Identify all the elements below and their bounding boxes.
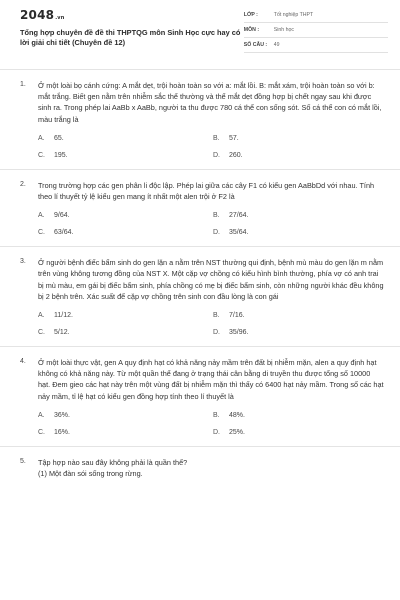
option-text: 35/64. xyxy=(229,229,249,237)
option-text: 9/64. xyxy=(54,212,70,220)
meta-value: 49 xyxy=(273,42,280,48)
option-letter: B. xyxy=(213,134,220,142)
option-letter: C. xyxy=(38,329,45,337)
question-text: Ở một loài thực vật, gen A quy định hạt có khả năng nảy mầm trên đất bị nhiễm mặn, alen a quy định hạt không có khả năng này. Từ một quần thể đang ở trạng thái cân bằng di truyền thu được tổng số 10000 hạt. Đem gieo các hạt này trên một vùng đất bị nhiễm mặn thì thấy có 6400 hạt nảy mầm. Trong số các hạt nảy mầm, tỉ lệ hạt có kiểu gen đồng hợp tính theo lí thuyết là xyxy=(38,358,384,401)
answer-option-d[interactable] xyxy=(213,329,388,336)
answer-options xyxy=(20,212,384,236)
option-text: 65. xyxy=(54,134,64,142)
answer-option-c[interactable] xyxy=(38,429,213,436)
meta-key: LỚP : xyxy=(243,12,258,18)
option-text: 260. xyxy=(229,151,243,159)
answer-option-b[interactable] xyxy=(213,135,388,142)
meta-key: MÔN : xyxy=(243,27,260,33)
option-letter: B. xyxy=(213,212,220,220)
question-number: 3. xyxy=(20,258,26,266)
question-number: 4. xyxy=(20,358,26,366)
option-letter: A. xyxy=(38,212,45,220)
option-text: 25%. xyxy=(229,428,245,436)
option-letter: C. xyxy=(38,151,45,159)
answer-option-d[interactable] xyxy=(213,429,388,436)
option-letter: D. xyxy=(213,329,220,337)
meta-row-subject xyxy=(244,23,388,38)
option-text: 27/64. xyxy=(229,212,249,220)
answer-option-c[interactable] xyxy=(38,229,213,236)
logo-text: 2048 xyxy=(20,8,55,22)
answer-option-d[interactable] xyxy=(213,229,388,236)
option-text: 11/12. xyxy=(54,312,73,320)
document-meta xyxy=(244,8,388,63)
answer-option-a[interactable] xyxy=(38,412,213,419)
question-2 xyxy=(0,170,400,247)
option-text: 57. xyxy=(229,134,239,142)
option-letter: A. xyxy=(38,411,45,419)
option-text: 7/16. xyxy=(229,312,245,320)
answer-option-d[interactable] xyxy=(213,152,388,159)
option-text: 35/96. xyxy=(229,329,249,337)
answer-option-a[interactable] xyxy=(38,312,213,319)
option-letter: D. xyxy=(213,151,220,159)
option-letter: B. xyxy=(213,411,220,419)
document-header xyxy=(0,0,400,70)
question-text: Ở người bệnh điếc bẩm sinh do gen lặn a nằm trên NST thường qui định, bệnh mù màu do gen lặn m nằm trên vùng không tương đồng của NST X. Một cặp vợ chồng có kiểu hình bình thường, phía vợ có anh trai bị mù màu, em gái bị điếc bẩm sinh, phía chồng có mẹ bị điếc bẩm sinh, còn những người khác đều không bị 2 bệnh trên. Xác suất để cặp vợ chồng trên sinh con đầu lòng là con gái xyxy=(38,258,384,301)
option-letter: C. xyxy=(38,229,45,237)
option-text: 63/64. xyxy=(54,229,74,237)
header-left xyxy=(20,8,244,63)
question-text: Tập hợp nào sau đây không phải là quần thể? xyxy=(38,457,188,467)
question-5 xyxy=(0,447,400,489)
question-number: 5. xyxy=(20,457,26,465)
answer-option-b[interactable] xyxy=(213,212,388,219)
question-4 xyxy=(0,347,400,447)
document-title: Tổng hợp chuyên đề đề thi THPTQG môn Sinh Học cực hay có lời giải chi tiết (Chuyên đề 12) xyxy=(20,28,241,47)
meta-value: Sinh học xyxy=(273,27,294,33)
question-number: 1. xyxy=(20,81,26,88)
answer-option-b[interactable] xyxy=(213,312,388,319)
question-number: 2. xyxy=(20,180,26,188)
option-text: 5/12. xyxy=(54,329,70,337)
question-statement: (1) Một đàn sói sống trong rừng. xyxy=(38,469,143,479)
question-1 xyxy=(0,70,400,170)
answer-option-c[interactable] xyxy=(38,152,213,159)
meta-value: Tốt nghiệp THPT xyxy=(273,12,314,18)
logo-suffix: .vn xyxy=(55,15,65,21)
question-text: Ở một loài bọ cánh cứng: A mắt dẹt, trội hoàn toàn so với a: mắt lồi. B: mắt xám, trội hoàn toàn so với b: mắt trắng. Biết gen nằm trên nhiễm sắc thể thường và thể mắt dẹt đồng hợp bị chết ngay sau khi được sinh ra. Trong phép lai AaBb x AaBb, người ta thu được 780 cá thể con sống sót. Số cá thể con có mắt lồi, màu trắng là xyxy=(38,81,382,124)
option-letter: C. xyxy=(38,428,45,436)
answer-options xyxy=(20,135,384,159)
answer-option-a[interactable] xyxy=(38,135,213,142)
question-text: Trong trường hợp các gen phân li độc lập. Phép lai giữa các cây F1 có kiểu gen AaBbDd với nhau. Tính theo lí thuyết tỷ lệ kiểu gen mang ít nhất một alen trội ở F2 là xyxy=(38,180,375,202)
option-letter: A. xyxy=(38,134,45,142)
option-text: 195. xyxy=(54,151,68,159)
question-3 xyxy=(0,247,400,347)
option-letter: D. xyxy=(213,428,220,436)
answer-options xyxy=(20,412,384,436)
meta-row-class xyxy=(244,8,388,23)
option-letter: B. xyxy=(213,312,220,320)
answer-options xyxy=(20,312,384,336)
option-text: 36%. xyxy=(54,411,70,419)
option-text: 16%. xyxy=(54,428,70,436)
option-letter: A. xyxy=(38,312,45,320)
site-logo[interactable] xyxy=(20,8,244,22)
answer-option-a[interactable] xyxy=(38,212,213,219)
meta-key: SỐ CÂU : xyxy=(243,42,268,48)
meta-row-count xyxy=(244,38,388,53)
answer-option-b[interactable] xyxy=(213,412,388,419)
answer-option-c[interactable] xyxy=(38,329,213,336)
option-text: 48%. xyxy=(229,411,245,419)
option-letter: D. xyxy=(213,229,220,237)
